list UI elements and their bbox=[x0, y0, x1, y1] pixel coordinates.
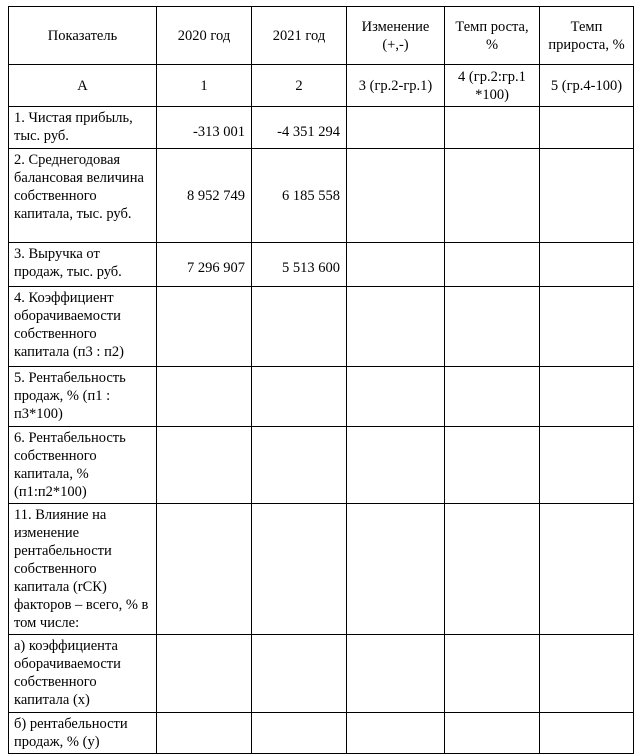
column-number-row bbox=[9, 65, 634, 107]
value-change bbox=[347, 635, 445, 713]
row-label: 6. Рентабельность собственного капитала, % (п1:п2*100) bbox=[9, 427, 157, 504]
value-2020: 8 952 749 bbox=[157, 149, 252, 243]
value-growth bbox=[445, 367, 540, 427]
value-increase bbox=[540, 713, 634, 754]
value-increase bbox=[540, 149, 634, 243]
value-change bbox=[347, 287, 445, 367]
value-increase bbox=[540, 367, 634, 427]
value-2020 bbox=[157, 635, 252, 713]
value-increase bbox=[540, 504, 634, 635]
value-change bbox=[347, 243, 445, 287]
value-growth bbox=[445, 243, 540, 287]
value-growth bbox=[445, 635, 540, 713]
table-row-net-profit bbox=[9, 107, 634, 149]
value-2021 bbox=[252, 287, 347, 367]
factor-analysis-table bbox=[8, 6, 634, 754]
value-change bbox=[347, 427, 445, 504]
value-growth bbox=[445, 107, 540, 149]
value-growth bbox=[445, 149, 540, 243]
value-increase bbox=[540, 107, 634, 149]
value-2021 bbox=[252, 635, 347, 713]
value-2021 bbox=[252, 713, 347, 754]
value-2020 bbox=[157, 427, 252, 504]
table-row-factor-sales-profitability bbox=[9, 713, 634, 754]
row-label: 3. Выручка от продаж, тыс. руб. bbox=[9, 243, 157, 287]
header-increase-rate: Темп прироста, % bbox=[540, 7, 634, 65]
column-number-2: 2 bbox=[252, 65, 347, 107]
column-number-4: 4 (гр.2:гр.1 *100) bbox=[445, 65, 540, 107]
column-number-a: А bbox=[9, 65, 157, 107]
header-2020: 2020 год bbox=[157, 7, 252, 65]
value-change bbox=[347, 713, 445, 754]
value-change bbox=[347, 504, 445, 635]
row-label: 2. Среднегодовая балансовая величина собственного капитала, тыс. руб. bbox=[9, 149, 157, 243]
value-2020 bbox=[157, 287, 252, 367]
value-2021 bbox=[252, 367, 347, 427]
value-2021: 6 185 558 bbox=[252, 149, 347, 243]
value-2020: -313 001 bbox=[157, 107, 252, 149]
value-increase bbox=[540, 287, 634, 367]
table-row-equity-profitability bbox=[9, 427, 634, 504]
value-2020 bbox=[157, 713, 252, 754]
header-change: Изменение (+,-) bbox=[347, 7, 445, 65]
value-2021 bbox=[252, 427, 347, 504]
column-number-5: 5 (гр.4-100) bbox=[540, 65, 634, 107]
header-indicator: Показатель bbox=[9, 7, 157, 65]
row-label: а) коэффициента оборачиваемости собственного капитала (x) bbox=[9, 635, 157, 713]
header-2021: 2021 год bbox=[252, 7, 347, 65]
value-2020: 7 296 907 bbox=[157, 243, 252, 287]
table-row-turnover-ratio bbox=[9, 287, 634, 367]
value-2021: -4 351 294 bbox=[252, 107, 347, 149]
value-growth bbox=[445, 287, 540, 367]
value-2021 bbox=[252, 504, 347, 635]
value-growth bbox=[445, 504, 540, 635]
value-increase bbox=[540, 243, 634, 287]
row-label: б) рентабельности продаж, % (y) bbox=[9, 713, 157, 754]
header-growth-rate: Темп роста, % bbox=[445, 7, 540, 65]
row-label: 1. Чистая прибыль, тыс. руб. bbox=[9, 107, 157, 149]
row-label: 4. Коэффициент оборачиваемости собственного капитала (п3 : п2) bbox=[9, 287, 157, 367]
value-increase bbox=[540, 427, 634, 504]
value-change bbox=[347, 149, 445, 243]
value-2020 bbox=[157, 504, 252, 635]
row-label: 11. Влияние на изменение рентабельности собственного капитала (rСК) факторов – всего, % в том числе: bbox=[9, 504, 157, 635]
value-change bbox=[347, 367, 445, 427]
value-growth bbox=[445, 713, 540, 754]
value-2021: 5 513 600 bbox=[252, 243, 347, 287]
value-growth bbox=[445, 427, 540, 504]
value-increase bbox=[540, 635, 634, 713]
value-change bbox=[347, 107, 445, 149]
table-row-factor-turnover bbox=[9, 635, 634, 713]
value-2020 bbox=[157, 367, 252, 427]
table-row-equity bbox=[9, 149, 634, 243]
table-row-factor-influence bbox=[9, 504, 634, 635]
column-number-1: 1 bbox=[157, 65, 252, 107]
column-number-3: 3 (гр.2-гр.1) bbox=[347, 65, 445, 107]
table-row-sales-profitability bbox=[9, 367, 634, 427]
row-label: 5. Рентабельность продаж, % (п1 : п3*100) bbox=[9, 367, 157, 427]
header-row bbox=[9, 7, 634, 65]
table-row-revenue bbox=[9, 243, 634, 287]
document-page bbox=[8, 6, 634, 754]
